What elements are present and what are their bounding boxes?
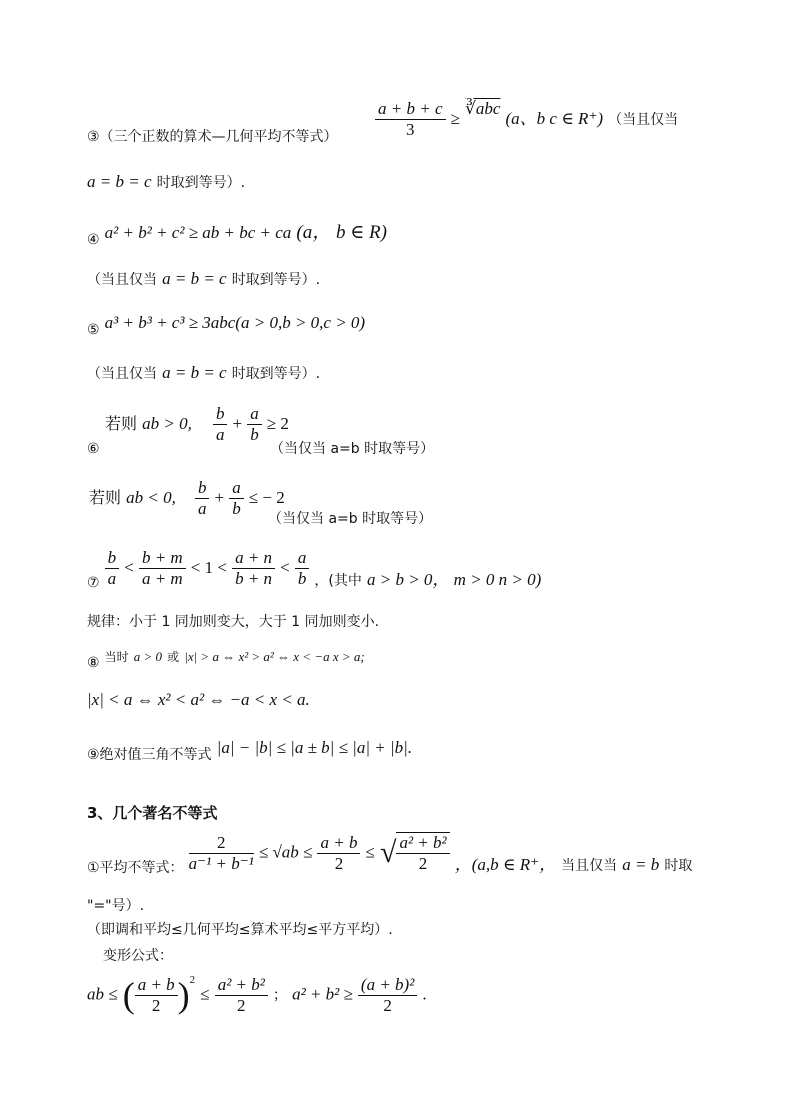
item-3-block: [87, 100, 338, 145]
item-9-label: ⑨绝对值三角不等式: [87, 747, 212, 763]
denominator: 2: [334, 853, 344, 873]
fraction: [295, 548, 310, 589]
denominator: 2: [237, 995, 246, 1015]
line-equality-3: [87, 363, 320, 383]
math: |x| > a ⇔ x² > a² ⇔ x < −a x > a;: [184, 649, 365, 664]
lt: <: [124, 558, 134, 577]
fraction: [135, 975, 178, 1016]
am-gm-three-formula: [375, 99, 678, 140]
line-equality-1: [87, 172, 245, 192]
numerator: a: [295, 548, 310, 569]
plus: +: [214, 488, 225, 507]
item-8: [87, 646, 365, 671]
if-text: 若则: [89, 488, 122, 507]
sqrt-icon: √: [379, 836, 397, 869]
denominator: 2: [151, 995, 161, 1015]
when-text: 当时: [104, 650, 129, 664]
denominator: a⁻¹ + b⁻¹: [188, 853, 254, 873]
triangle-inequality: |a| − |b| ≤ |a ± b| ≤ |a| + |b|.: [216, 738, 413, 757]
if-text: 若则: [105, 414, 138, 433]
equal-sign-text: "="号）.: [87, 898, 145, 914]
denominator: 2: [383, 995, 392, 1015]
denominator: a + m: [141, 569, 183, 588]
numerator: a + b: [135, 975, 178, 996]
fraction: [317, 833, 360, 874]
item-3-label: ③（三个正数的算术—几何平均不等式）: [87, 129, 338, 145]
fraction: [232, 548, 275, 589]
text: 时取到等号）.: [231, 366, 321, 382]
variant-formulas: [87, 974, 427, 1016]
text: 时取到等号）.: [231, 272, 321, 288]
numerator: b: [195, 478, 210, 499]
item-6-note-a: （当仅当 a=b 时取等号）: [270, 441, 435, 457]
item-4: [87, 217, 387, 248]
fraction: [215, 975, 268, 1016]
formula: a³ + b³ + c³ ≥ 3abc(a > 0,b > 0,c > 0): [104, 313, 366, 332]
numerator: a + n: [232, 548, 275, 569]
item-8-label: ⑧: [87, 655, 100, 671]
fraction: [358, 975, 417, 1016]
relation: ≤: [365, 842, 375, 862]
section-heading: 3、几个著名不等式: [87, 804, 218, 822]
line-equality-2: [87, 269, 320, 289]
fraction: [396, 832, 449, 874]
numerator: b + m: [139, 548, 186, 569]
numerator: (a + b)²: [358, 975, 417, 996]
numerator: a + b: [317, 833, 360, 854]
text: ，(其中: [314, 573, 362, 589]
fraction: [139, 548, 186, 589]
plus: +: [232, 414, 243, 433]
item-6-formula-a: [105, 404, 289, 445]
condition: (a、b c ∈ R⁺): [505, 109, 604, 128]
rule-text: 规律：小于 1 同加则变大，大于 1 同加则变小.: [87, 614, 380, 630]
denominator: a: [197, 499, 207, 518]
denominator: b + n: [235, 569, 273, 588]
relation: ≥ 2: [266, 414, 289, 433]
condition: a > b > 0， m > 0 n > 0): [366, 570, 542, 589]
math: a = b: [622, 854, 660, 874]
numerator: a: [247, 404, 262, 425]
math: ab ≤: [87, 984, 118, 1004]
lt: <: [280, 558, 290, 577]
mid: < 1 <: [190, 558, 227, 577]
mean-order-note: （即调和平均≤几何平均≤算术平均≤平方平均）.: [87, 922, 393, 938]
mean-inequality: [87, 832, 692, 874]
formula: a² + b² + c² ≥ ab + bc + ca: [104, 223, 292, 242]
item-6-label: [87, 438, 100, 457]
right-paren-icon: ): [177, 975, 190, 1015]
fraction: [247, 404, 262, 445]
period: .: [422, 984, 427, 1004]
fraction: [213, 404, 228, 445]
condition: ab < 0,: [126, 488, 176, 507]
denominator: 2: [418, 854, 428, 873]
math: a² + b² ≥: [292, 984, 353, 1004]
fraction: [105, 548, 120, 589]
text: 时取: [664, 857, 693, 874]
item-9: [87, 738, 413, 763]
denominator: b: [232, 499, 241, 518]
numerator: b: [105, 548, 120, 569]
text: 当且仅当: [561, 857, 618, 874]
text: （当且仅当: [87, 272, 157, 288]
item-6-circle: ⑥: [87, 441, 100, 457]
denominator: a: [107, 569, 117, 588]
tail-text: （当且仅当: [608, 112, 679, 128]
relation: ≤ √ab ≤: [258, 842, 313, 862]
cube-root: ∛abc: [465, 99, 501, 118]
fraction: [375, 99, 446, 140]
numerator: a: [229, 478, 244, 499]
denominator: a: [215, 425, 225, 444]
item-5-label: ⑤: [87, 322, 100, 338]
ge-sign: ≥: [450, 109, 460, 128]
numerator: 2: [189, 833, 254, 854]
abs-lt-formula: |x| < a ⇔ x² < a² ⇔ −a < x < a.: [87, 690, 310, 709]
fraction: [189, 833, 254, 874]
or-text: 或: [167, 650, 180, 664]
item-5: [87, 313, 366, 338]
numerator: b: [213, 404, 228, 425]
item-4-label: ④: [87, 232, 100, 248]
math: a = b = c: [162, 269, 227, 288]
math: a = b = c: [162, 363, 227, 382]
condition: (a， b ∈ R): [296, 222, 387, 243]
item-6-note-b: （当仅当 a=b 时取等号）: [268, 511, 433, 527]
fraction: [229, 478, 244, 519]
fraction: [195, 478, 210, 519]
relation: ≤: [200, 984, 210, 1004]
item-7-label: ⑦: [87, 575, 100, 591]
numerator: a + b + c: [375, 99, 446, 120]
semicolon: ；: [272, 987, 287, 1004]
condition: ，(a,b ∈ R⁺，: [454, 854, 557, 874]
denominator: 3: [406, 120, 415, 139]
text: 时取到等号）.: [156, 175, 246, 191]
condition: ab > 0,: [142, 414, 192, 433]
math: a > 0: [133, 649, 163, 664]
math: a = b = c: [87, 172, 152, 191]
variant-label: 变形公式：: [103, 948, 173, 964]
numerator: a² + b²: [215, 975, 268, 996]
exponent: 2: [189, 974, 196, 986]
numerator: a² + b²: [396, 833, 449, 854]
denominator: b: [250, 425, 259, 444]
item-7: [87, 548, 541, 589]
label: ①平均不等式：: [87, 859, 184, 876]
text: （当且仅当: [87, 366, 157, 382]
denominator: b: [297, 569, 307, 588]
item-6-formula-b: [89, 478, 285, 519]
left-paren-icon: (: [122, 975, 135, 1015]
relation: ≤ − 2: [248, 488, 285, 507]
